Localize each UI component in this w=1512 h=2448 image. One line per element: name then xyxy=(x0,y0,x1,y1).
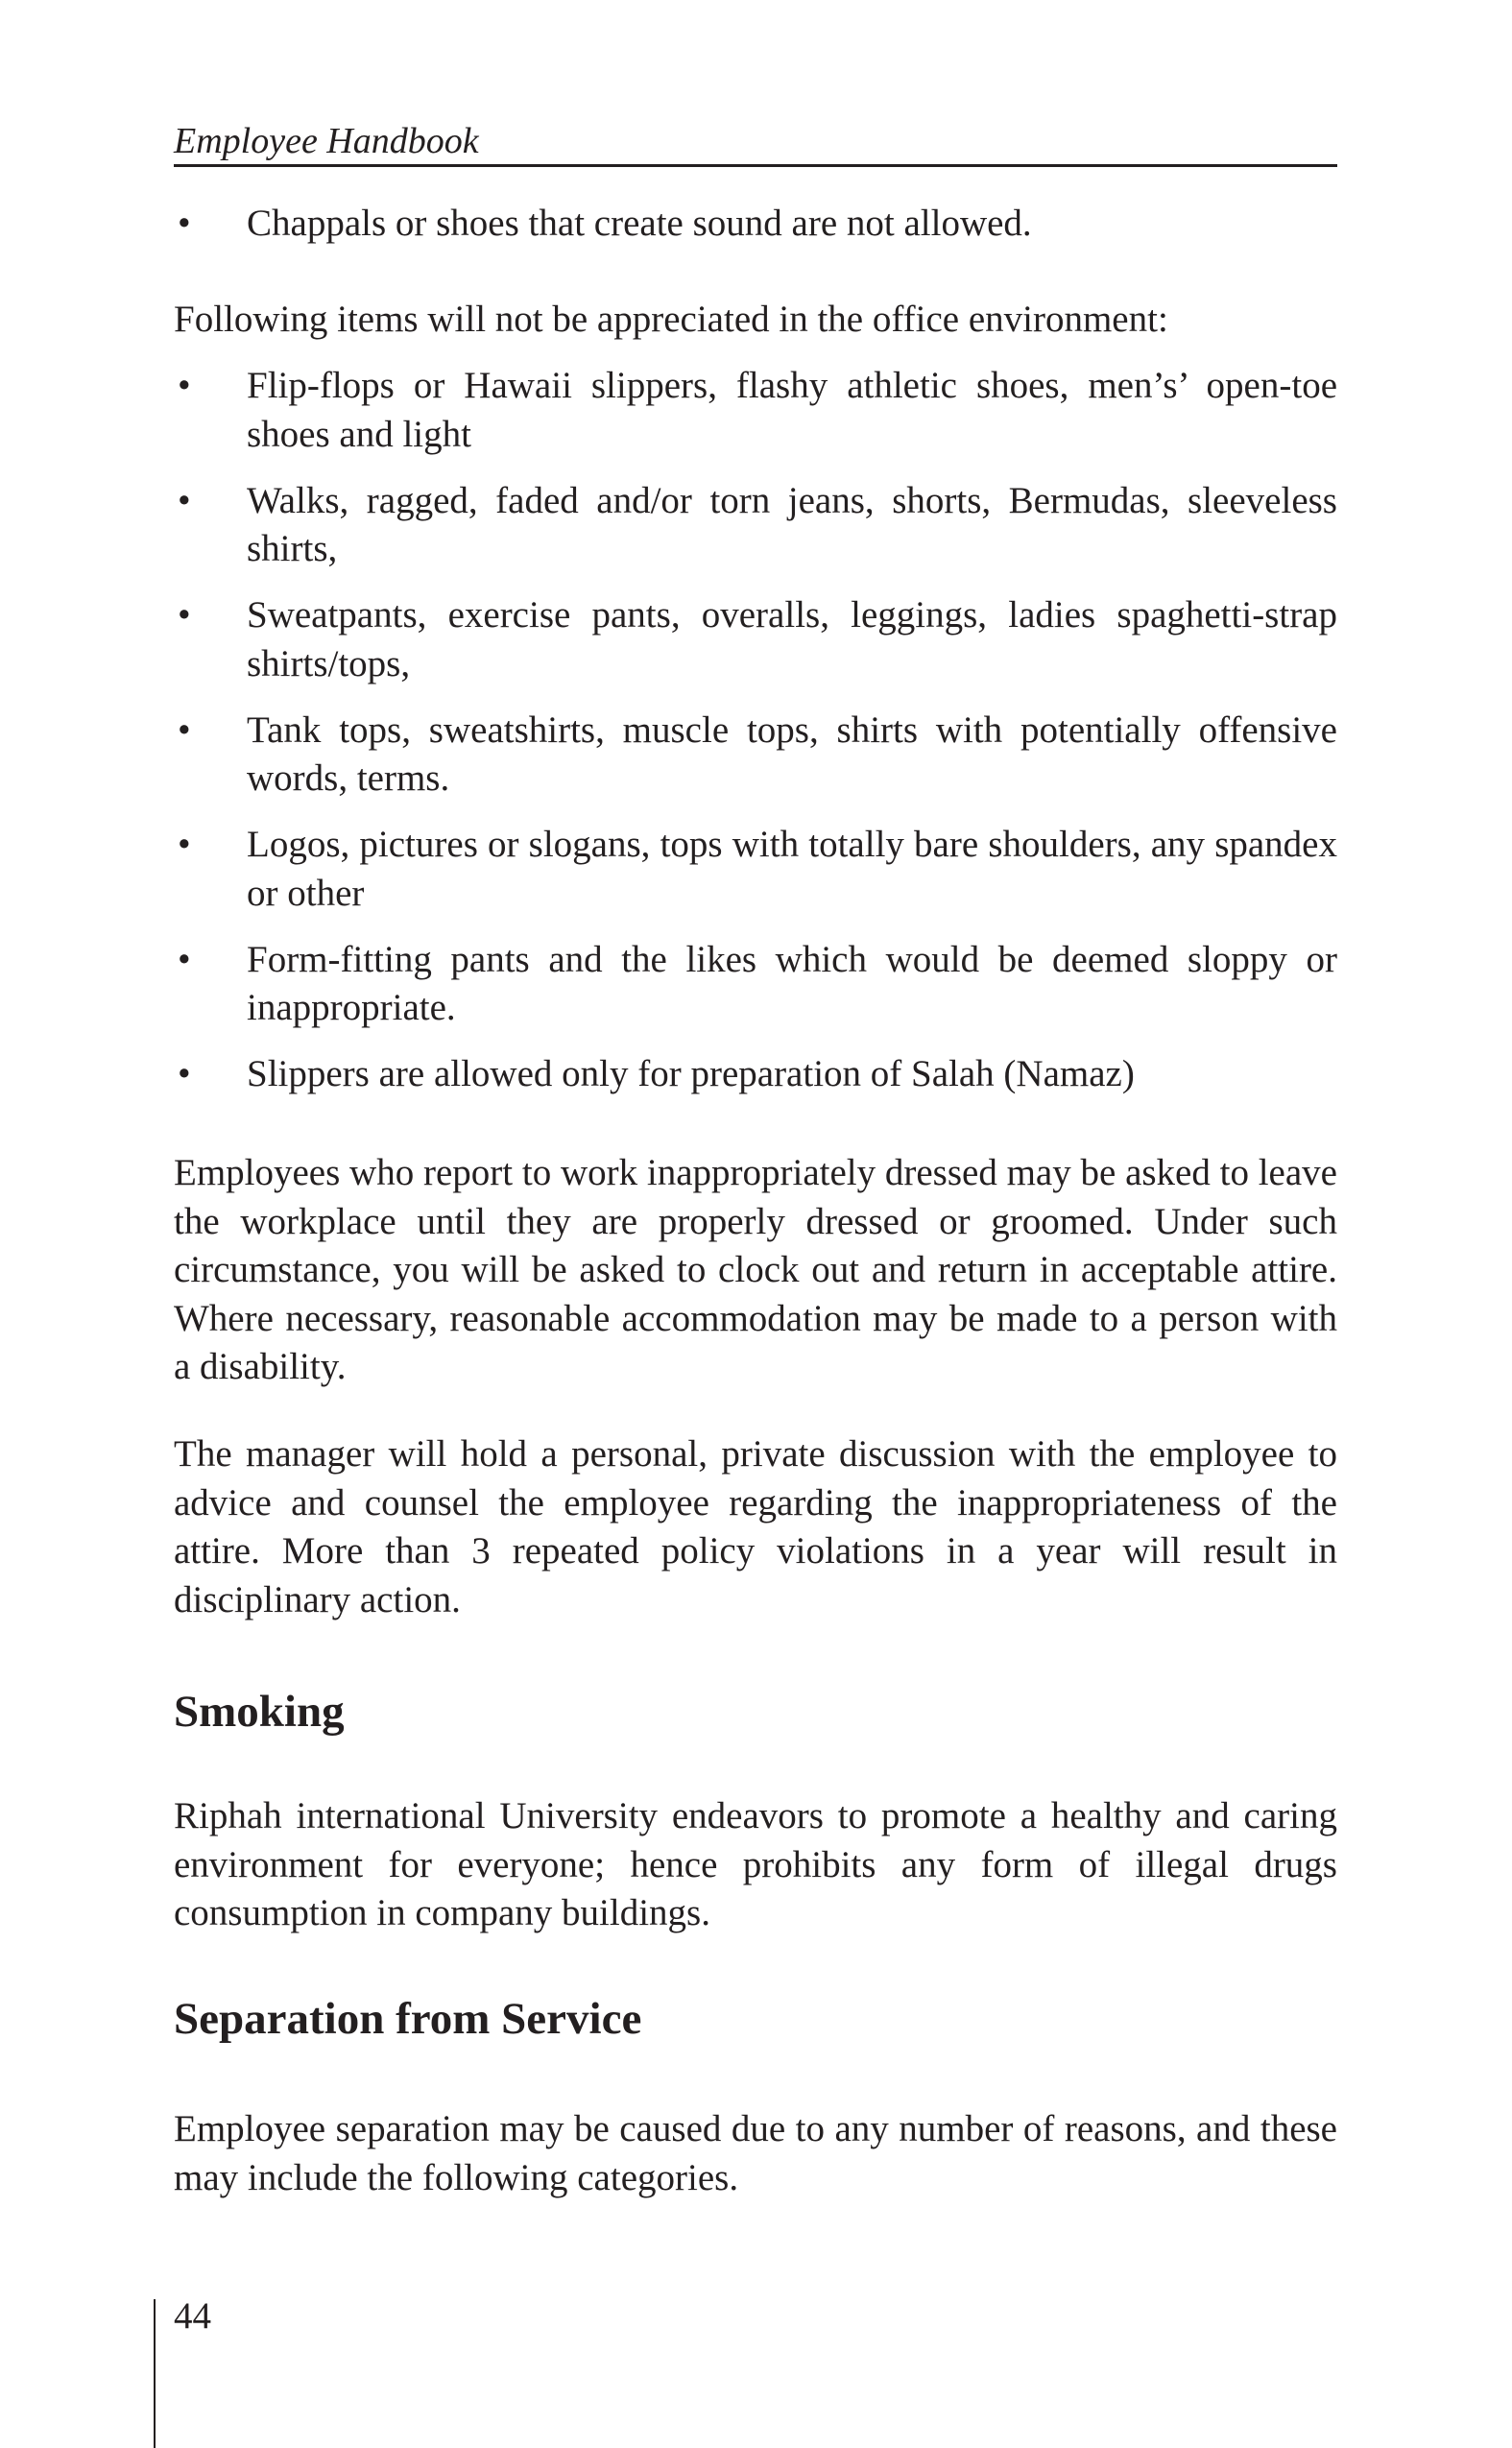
list-item xyxy=(174,200,1337,249)
list-item xyxy=(174,707,1337,804)
manager-discussion-paragraph: The manager will hold a personal, private discussion with the employee to advice and counsel the employee regarding the inappropriateness of the attire. More than 3 repeated policy violations in a year will result in disciplinary action. xyxy=(174,1433,1337,1620)
list-item xyxy=(174,477,1337,574)
footwear-note-list xyxy=(174,200,1337,266)
list-item-text: Tank tops, sweatshirts, muscle tops, shirts with potentially offensive words, terms. xyxy=(247,708,1337,799)
list-item xyxy=(174,936,1337,1033)
separation-heading: Separation from Service xyxy=(174,1994,642,2044)
page-number: 44 xyxy=(174,2295,211,2337)
list-item-text: Slippers are allowed only for preparation of Salah (Namaz) xyxy=(247,1053,1135,1094)
bullet-marker: • xyxy=(178,824,191,865)
list-item-text: Logos, pictures or slogans, tops with totally bare shoulders, any spandex or other xyxy=(247,824,1337,914)
smoking-heading: Smoking xyxy=(174,1687,345,1737)
separation-paragraph: Employee separation may be caused due to any number of reasons, and these may include the following categories. xyxy=(174,2108,1337,2198)
bullet-marker: • xyxy=(178,203,191,244)
bullet-marker: • xyxy=(178,708,191,751)
smoking-paragraph: Riphah international University endeavors to promote a healthy and caring environment for everyone; hence prohibits any form of illegal drugs consumption in company buildings. xyxy=(174,1795,1337,1933)
list-item xyxy=(174,591,1337,688)
list-item xyxy=(174,1050,1337,1099)
list-item xyxy=(174,362,1337,459)
bullet-marker: • xyxy=(178,1053,191,1094)
list-item-text: Form-fitting pants and the likes which would be deemed sloppy or inappropriate. xyxy=(247,938,1337,1028)
bullet-marker: • xyxy=(178,365,191,406)
page-margin-line xyxy=(154,2299,156,2448)
list-item-text: Walks, ragged, faded and/or torn jeans, shorts, Bermudas, sleeveless shirts, xyxy=(247,479,1337,569)
bullet-marker: • xyxy=(178,479,191,521)
list-item-text: Flip-flops or Hawaii slippers, flashy athletic shoes, men’s’ open-toe shoes and light xyxy=(247,365,1337,455)
list-item-text: Sweatpants, exercise pants, overalls, leggings, ladies spaghetti-strap shirts/tops, xyxy=(247,594,1337,684)
bullet-marker: • xyxy=(178,938,191,980)
document-content xyxy=(174,0,1337,2448)
intro-paragraph: Following items will not be appreciated in the office environment: xyxy=(174,299,1168,340)
inappropriate-items-list xyxy=(174,362,1337,1116)
dress-policy-paragraph: Employees who report to work inappropriately dressed may be asked to leave the workplace until they are properly dressed or groomed. Under such circumstance, you will be asked to clock out and return in acceptable attire. Where necessary, reasonable accommodation may be made to a person with a disability. xyxy=(174,1152,1337,1387)
bullet-marker: • xyxy=(178,594,191,636)
list-item xyxy=(174,821,1337,918)
running-header-title: Employee Handbook xyxy=(174,121,479,161)
list-item-text: Chappals or shoes that create sound are not allowed. xyxy=(247,203,1032,244)
